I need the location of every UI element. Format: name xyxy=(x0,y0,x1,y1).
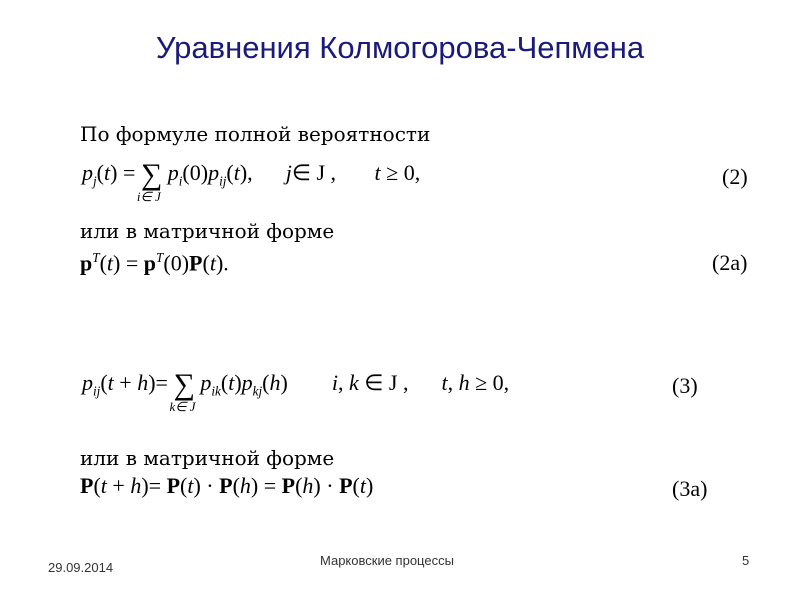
equation-3a-number: (3а) xyxy=(672,476,708,501)
matrix-form-label-1: или в матричной форме xyxy=(80,219,335,243)
slide-title: Уравнения Колмогорова-Чепмена xyxy=(155,30,645,65)
footer-date: 29.09.2014 xyxy=(48,560,114,575)
equation-3a: P(t + h)= P(t) · P(h) = P(h) · P(t) xyxy=(80,473,374,498)
intro-text: По формуле полной вероятности xyxy=(80,122,431,146)
equation-3: $p_{ij}(t + h)=$ ∑ k∈ J $p_{ik}(t)p_{kj}(h)$ i, k ∈ J , t, h ≥ 0, xyxy=(82,368,510,414)
equation-2: $p_j(t)$ = ∑ i∈ J $p_i(0)p_{ij}(t)$, j∈ J , t ≥ 0, xyxy=(82,158,421,204)
page-number: 5 xyxy=(742,553,750,568)
equation-3-number: (3) xyxy=(672,373,698,398)
equation-2a: $p^T(t) = p^T(0)P(t)$. xyxy=(80,250,229,276)
footer-title: Марковские процессы xyxy=(320,553,454,568)
matrix-form-label-2: или в матричной форме xyxy=(80,446,335,470)
equation-2a-number: (2а) xyxy=(712,250,748,275)
equation-2-number: (2) xyxy=(722,164,748,189)
